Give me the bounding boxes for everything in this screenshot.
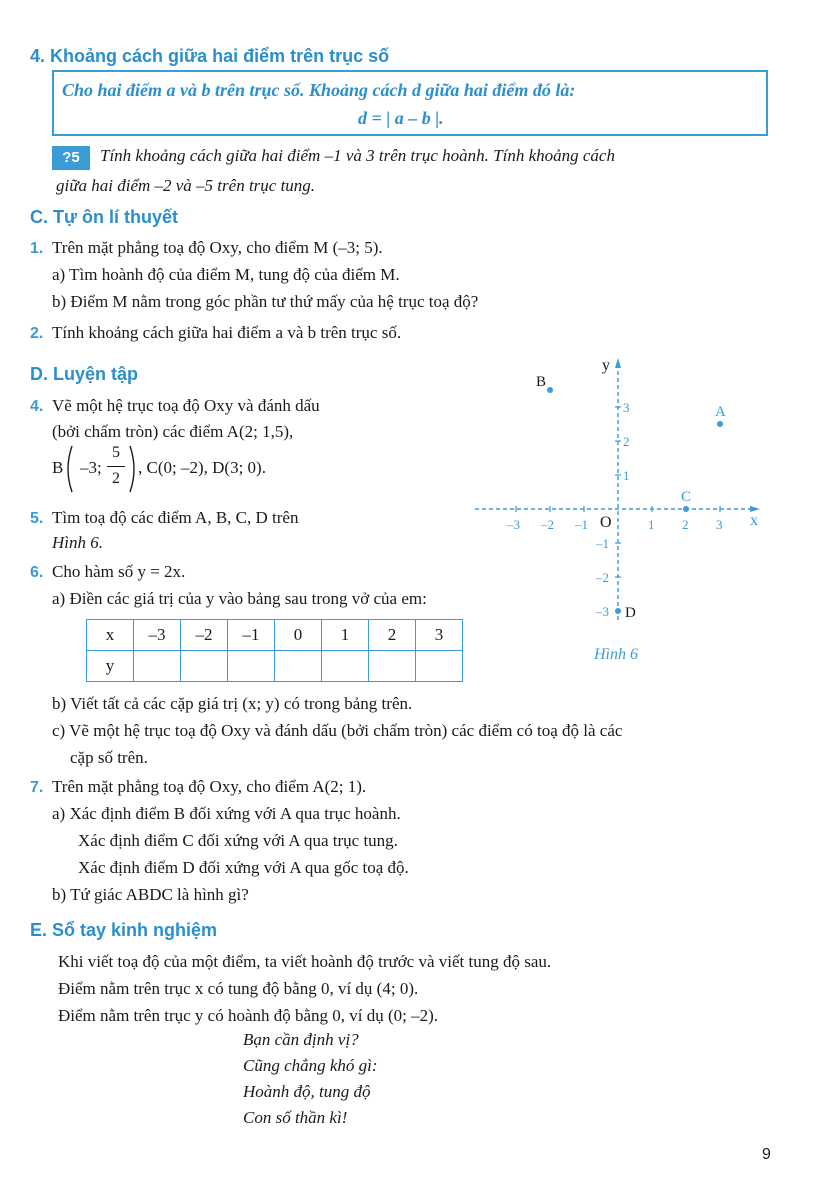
- exercise-5-line-2: Hình 6.: [52, 533, 103, 552]
- point-a-label: A: [715, 404, 726, 420]
- table-cell: [416, 651, 463, 682]
- exercise-1a: a) Tìm hoành độ của điểm M, tung độ của điểm M.: [52, 265, 400, 284]
- exercise-4-line-2: (bởi chấm tròn) các điểm A(2; 1,5),: [52, 422, 294, 441]
- exercise-6c-line-2: cặp số trên.: [70, 748, 148, 767]
- exercise-7a-3: Xác định điểm D đối xứng với A qua gốc toạ độ.: [78, 858, 409, 877]
- y-tick-label: –3: [596, 604, 609, 619]
- section-c-title: C. Tự ôn lí thuyết: [30, 207, 179, 227]
- exercise-1-text: Trên mặt phẳng toạ độ Oxy, cho điểm M (–3; 5).: [52, 238, 383, 257]
- point-b-x: –3;: [80, 458, 102, 477]
- x-axis-label: x: [750, 512, 758, 529]
- exercise-6b: b) Viết tất cả các cặp giá trị (x; y) có trong bảng trên.: [52, 694, 413, 713]
- point-d-dot: [615, 608, 621, 614]
- definition-line-1: Cho hai điểm a và b trên trục số. Khoảng cách d giữa hai điểm đó là:: [62, 80, 576, 100]
- table-cell: 2: [369, 620, 416, 651]
- exercise-4-line-1: Vẽ một hệ trục toạ độ Oxy và đánh dấu: [52, 396, 320, 415]
- item-number: 7.: [30, 779, 44, 796]
- table-cell: x: [87, 620, 134, 651]
- values-table: [86, 619, 463, 682]
- poem-line-4: Con số thần kì!: [243, 1108, 348, 1127]
- figure-caption: Hình 6: [594, 646, 638, 663]
- fraction-bar: [107, 466, 125, 467]
- table-cell: 3: [416, 620, 463, 651]
- y-tick-label: 1: [623, 468, 630, 483]
- item-number: 2.: [30, 325, 44, 342]
- table-cell: 0: [275, 620, 322, 651]
- table-row: [87, 651, 463, 682]
- x-tick-label: –2: [541, 517, 554, 532]
- exercise-5-line-1: Tìm toạ độ các điểm A, B, C, D trên: [52, 508, 299, 527]
- table-cell: y: [87, 651, 134, 682]
- table-cell: [322, 651, 369, 682]
- point-b-label: B: [536, 374, 547, 390]
- x-tick-label: 2: [682, 517, 689, 532]
- y-tick-label: –1: [596, 536, 609, 551]
- exercise-2-text: Tính khoảng cách giữa hai điểm a và b trên trục số.: [52, 323, 402, 342]
- fraction-numerator: 5: [112, 444, 120, 461]
- y-tick-label: –2: [596, 570, 609, 585]
- item-number: 1.: [30, 240, 44, 257]
- right-paren: [128, 444, 138, 494]
- point-b-dot: [547, 387, 553, 393]
- y-tick-label: 2: [623, 434, 630, 449]
- left-paren: [64, 444, 74, 494]
- page-number: 9: [762, 1146, 771, 1163]
- exercise-7-text: Trên mặt phẳng toạ độ Oxy, cho điểm A(2; 1).: [52, 777, 367, 796]
- question-5-badge: ?5: [52, 146, 90, 170]
- exercise-6c-line-1: c) Vẽ một hệ trục toạ độ Oxy và đánh dấu (bởi chấm tròn) các điểm có toạ độ là các: [52, 721, 623, 740]
- exercise-6a: a) Điền các giá trị của y vào bảng sau trong vở của em:: [52, 589, 427, 608]
- y-tick-label: 3: [623, 400, 630, 415]
- exercise-6-text: Cho hàm số y = 2x.: [52, 562, 186, 581]
- tip-line-3: Điểm nằm trên trục y có hoành độ bằng 0, ví dụ (0; –2).: [58, 1006, 439, 1025]
- x-tick-label: 1: [648, 517, 655, 532]
- x-tick-label: 3: [716, 517, 723, 532]
- section-4-title: 4. Khoảng cách giữa hai điểm trên trục số: [30, 46, 390, 66]
- coordinate-figure: [470, 350, 770, 650]
- table-cell: 1: [322, 620, 369, 651]
- poem-line-3: Hoành độ, tung độ: [243, 1082, 371, 1101]
- definition-formula: d = | a – b |.: [358, 108, 444, 128]
- table-cell: –3: [134, 620, 181, 651]
- exercise-7a-1: a) Xác định điểm B đối xứng với A qua trục hoành.: [52, 804, 401, 823]
- poem-line-1: Bạn cần định vị?: [243, 1030, 359, 1049]
- table-cell: [228, 651, 275, 682]
- item-number: 5.: [30, 510, 44, 527]
- point-c-label: C: [681, 489, 692, 505]
- table-cell: –2: [181, 620, 228, 651]
- point-b-label: B: [52, 458, 64, 477]
- x-tick-label: –3: [507, 517, 520, 532]
- point-c-dot: [683, 506, 689, 512]
- table-cell: [369, 651, 416, 682]
- section-d-title: D. Luyện tập: [30, 364, 139, 384]
- table-cell: –1: [228, 620, 275, 651]
- exercise-1b: b) Điểm M nằm trong góc phần tư thứ mấy của hệ trục toạ độ?: [52, 292, 479, 311]
- item-number: 6.: [30, 564, 44, 581]
- poem-line-2: Cũng chẳng khó gì:: [243, 1056, 378, 1075]
- table-cell: [134, 651, 181, 682]
- tip-line-1: Khi viết toạ độ của một điểm, ta viết hoành độ trước và viết tung độ sau.: [58, 952, 552, 971]
- item-number: 4.: [30, 398, 44, 415]
- exercise-7b: b) Tứ giác ABDC là hình gì?: [52, 885, 249, 904]
- exercise-7a-2: Xác định điểm C đối xứng với A qua trục tung.: [78, 831, 398, 850]
- point-a-dot: [717, 421, 723, 427]
- x-tick-label: –1: [575, 517, 588, 532]
- exercise-4-rest: , C(0; –2), D(3; 0).: [138, 458, 266, 477]
- origin-label: O: [600, 514, 612, 531]
- section-e-title: E. Sổ tay kinh nghiệm: [30, 920, 218, 940]
- table-cell: [181, 651, 228, 682]
- y-arrow: [615, 358, 621, 368]
- table-row: [87, 620, 463, 651]
- y-axis-label: y: [602, 357, 610, 374]
- point-d-label: D: [625, 605, 636, 621]
- table-cell: [275, 651, 322, 682]
- question-5-line-1: Tính khoảng cách giữa hai điểm –1 và 3 trên trục hoành. Tính khoảng cách: [100, 146, 615, 165]
- tip-line-2: Điểm nằm trên trục x có tung độ bằng 0, ví dụ (4; 0).: [58, 979, 419, 998]
- fraction-denominator: 2: [112, 470, 120, 487]
- question-5-line-2: giữa hai điểm –2 và –5 trên trục tung.: [56, 176, 316, 195]
